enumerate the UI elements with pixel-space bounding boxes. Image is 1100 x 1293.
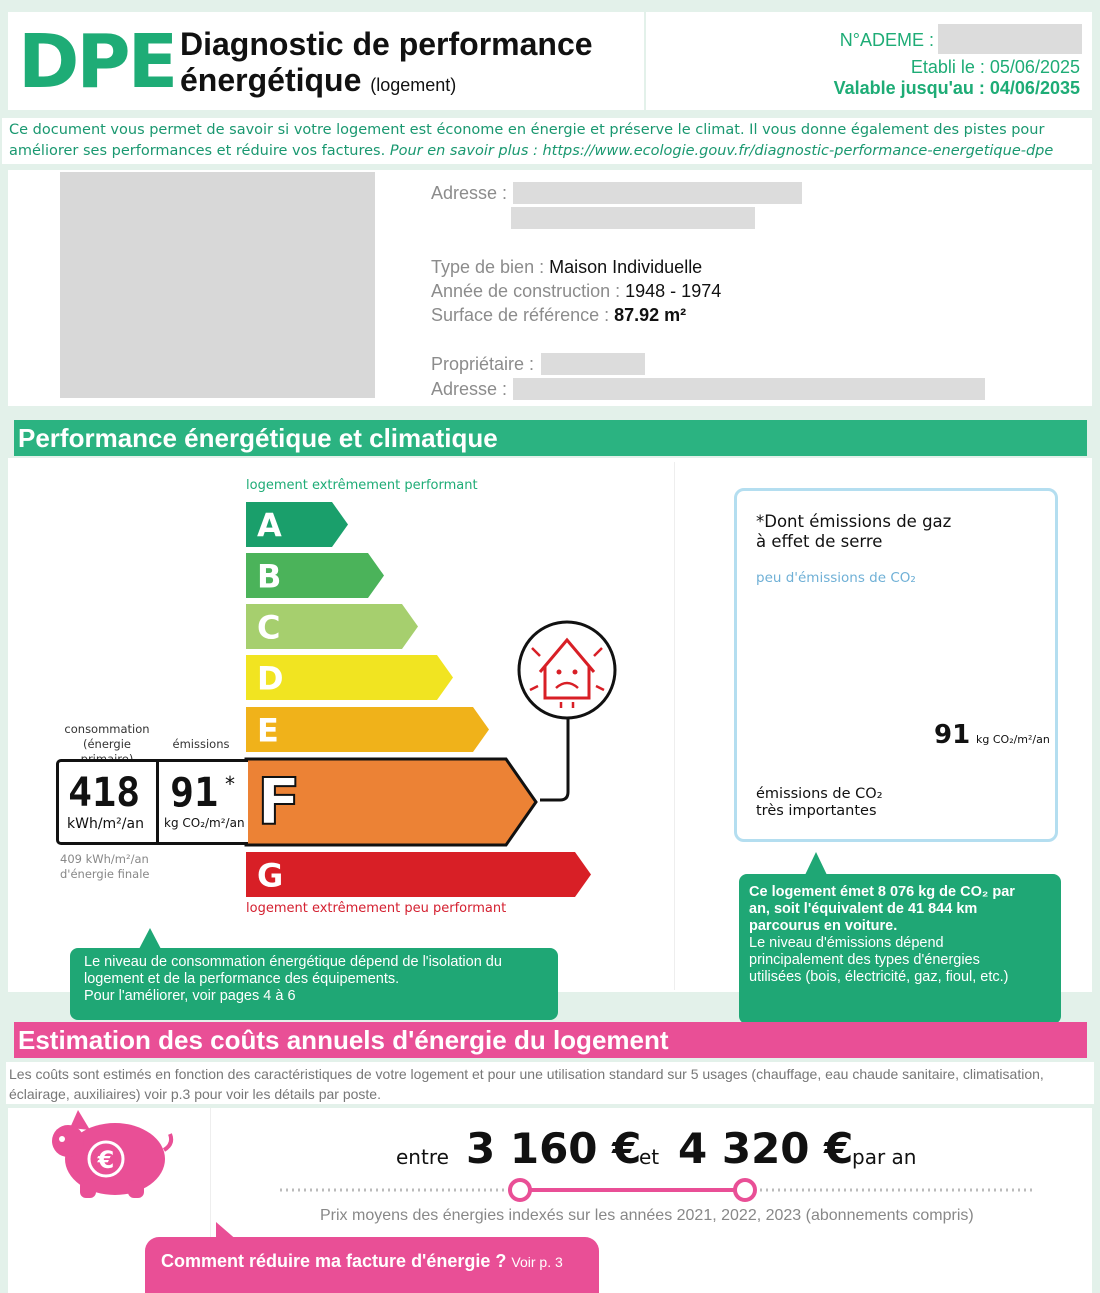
piggy-bank-euro-icon bbox=[52, 1110, 171, 1198]
cost-reduce-text: Comment réduire ma facture d'énergie ? bbox=[161, 1251, 507, 1271]
owner-label: Propriétaire : bbox=[431, 354, 535, 374]
energy-class-letter-a: A bbox=[257, 506, 282, 545]
year-value: 1948 - 1974 bbox=[625, 281, 722, 301]
energy-class-letter-d: D bbox=[257, 659, 284, 698]
co2-unit: kg CO₂/m²/an bbox=[976, 733, 1050, 746]
type-value: Maison Individuelle bbox=[549, 257, 703, 277]
performance-section-title: Performance énergétique et climatique bbox=[14, 420, 1087, 456]
costs-intro: Les coûts sont estimés en fonction des caractéristiques de votre logement et pour une utilisation standard sur 5 usages (chauffage, eau chaude sanitaire, climatisation, éclairage, auxiliaires) voir p.3 pour voir les détails par poste. bbox=[6, 1062, 1094, 1104]
cost-et: et bbox=[639, 1145, 660, 1169]
energy-class-letter-c: C bbox=[257, 608, 281, 647]
co2-bottom-line2: très importantes bbox=[756, 803, 877, 819]
cost-entre: entre bbox=[396, 1145, 449, 1169]
title-line2-main: énergétique bbox=[180, 62, 362, 98]
cost-max: 4 320 € bbox=[678, 1124, 854, 1173]
emissions-label: émissions bbox=[172, 737, 230, 751]
emission-star: * bbox=[225, 772, 235, 796]
energy-callout-line1: Le niveau de consommation énergétique dépend de l'isolation du bbox=[84, 954, 502, 970]
cost-min-marker bbox=[510, 1180, 530, 1200]
etabli-date: Etabli le : 05/06/2025 bbox=[910, 57, 1080, 77]
cost-reduce-link[interactable] bbox=[145, 1237, 599, 1293]
co2-value: 91 bbox=[934, 720, 971, 750]
co2-callout-bold2: an, soit l'équivalent de 41 844 km bbox=[749, 901, 978, 917]
conso-label-line2: (énergie bbox=[82, 737, 132, 751]
conso-label-line1: consommation bbox=[64, 722, 150, 736]
co2-callout-line2: principalement des types d'énergies bbox=[749, 952, 980, 968]
type-label: Type de bien : bbox=[431, 257, 545, 277]
scale-top-note: logement extrêmement performant bbox=[246, 478, 478, 493]
address-label: Adresse : bbox=[431, 183, 508, 203]
owner-address-label: Adresse : bbox=[431, 379, 508, 399]
co2-callout-line1: Le niveau d'émissions dépend bbox=[749, 935, 944, 951]
emission-value: 91 bbox=[170, 770, 219, 816]
co2-title-line1: *Dont émissions de gaz bbox=[756, 512, 952, 531]
final-energy-label: d'énergie finale bbox=[60, 867, 150, 881]
energy-callout-line2: logement et de la performance des équipements. bbox=[84, 971, 400, 987]
costs-section-title: Estimation des coûts annuels d'énergie du logement bbox=[14, 1022, 1087, 1058]
year-label: Année de construction : bbox=[431, 281, 621, 301]
scale-bottom-note: logement extrêmement peu performant bbox=[246, 901, 507, 916]
intro-main: Ce document vous permet de savoir si votre logement est économe en énergie et préserve le climat. Il vous donne également des pistes pour améliorer ses performances et réduire vos factures. bbox=[9, 122, 1045, 159]
energy-class-letter-g: G bbox=[257, 856, 284, 895]
cost-min: 3 160 € bbox=[466, 1124, 642, 1173]
energy-class-letter-b: B bbox=[257, 557, 282, 596]
final-energy-value: 409 kWh/m²/an bbox=[60, 852, 149, 866]
energy-class-letter-f: F bbox=[257, 766, 301, 840]
cost-note: Prix moyens des énergies indexés sur les années 2021, 2022, 2023 (abonnements compris) bbox=[320, 1207, 974, 1224]
surface-value: 87.92 m² bbox=[614, 305, 687, 325]
energy-callout-line3: Pour l'améliorer, voir pages 4 à 6 bbox=[84, 988, 296, 1004]
co2-bottom-line1: émissions de CO₂ bbox=[756, 786, 883, 802]
co2-callout-line3: utilisées (bois, électricité, gaz, fioul, etc.) bbox=[749, 969, 1009, 985]
ademe-label: N°ADEME : bbox=[839, 30, 934, 50]
co2-callout-bold1: Ce logement émet 8 076 kg de CO₂ par bbox=[749, 884, 1015, 900]
svg-text:€: € bbox=[97, 1146, 115, 1174]
co2-top-note: peu d'émissions de CO₂ bbox=[756, 570, 916, 586]
cost-max-marker bbox=[735, 1180, 755, 1200]
title-sub: (logement) bbox=[370, 75, 457, 95]
conso-unit: kWh/m²/an bbox=[67, 816, 144, 832]
energy-class-letter-e: E bbox=[257, 711, 279, 750]
surface-label: Surface de référence : bbox=[431, 305, 610, 325]
dpe-logo: DPE bbox=[18, 19, 176, 105]
co2-title-line2: à effet de serre bbox=[756, 532, 883, 551]
title-line1: Diagnostic de performance bbox=[180, 26, 593, 62]
valable-date: Valable jusqu'au : 04/06/2035 bbox=[833, 78, 1080, 98]
cost-reduce-page: Voir p. 3 bbox=[511, 1254, 563, 1270]
cost-par-an: par an bbox=[852, 1145, 917, 1169]
co2-callout-bold3: parcourus en voiture. bbox=[749, 918, 898, 934]
conso-value: 418 bbox=[68, 770, 141, 816]
emission-unit: kg CO₂/m²/an bbox=[164, 816, 245, 830]
intro-link[interactable]: Pour en savoir plus : https://www.ecologie.gouv.fr/diagnostic-performance-energetique-dpe bbox=[389, 143, 1054, 159]
